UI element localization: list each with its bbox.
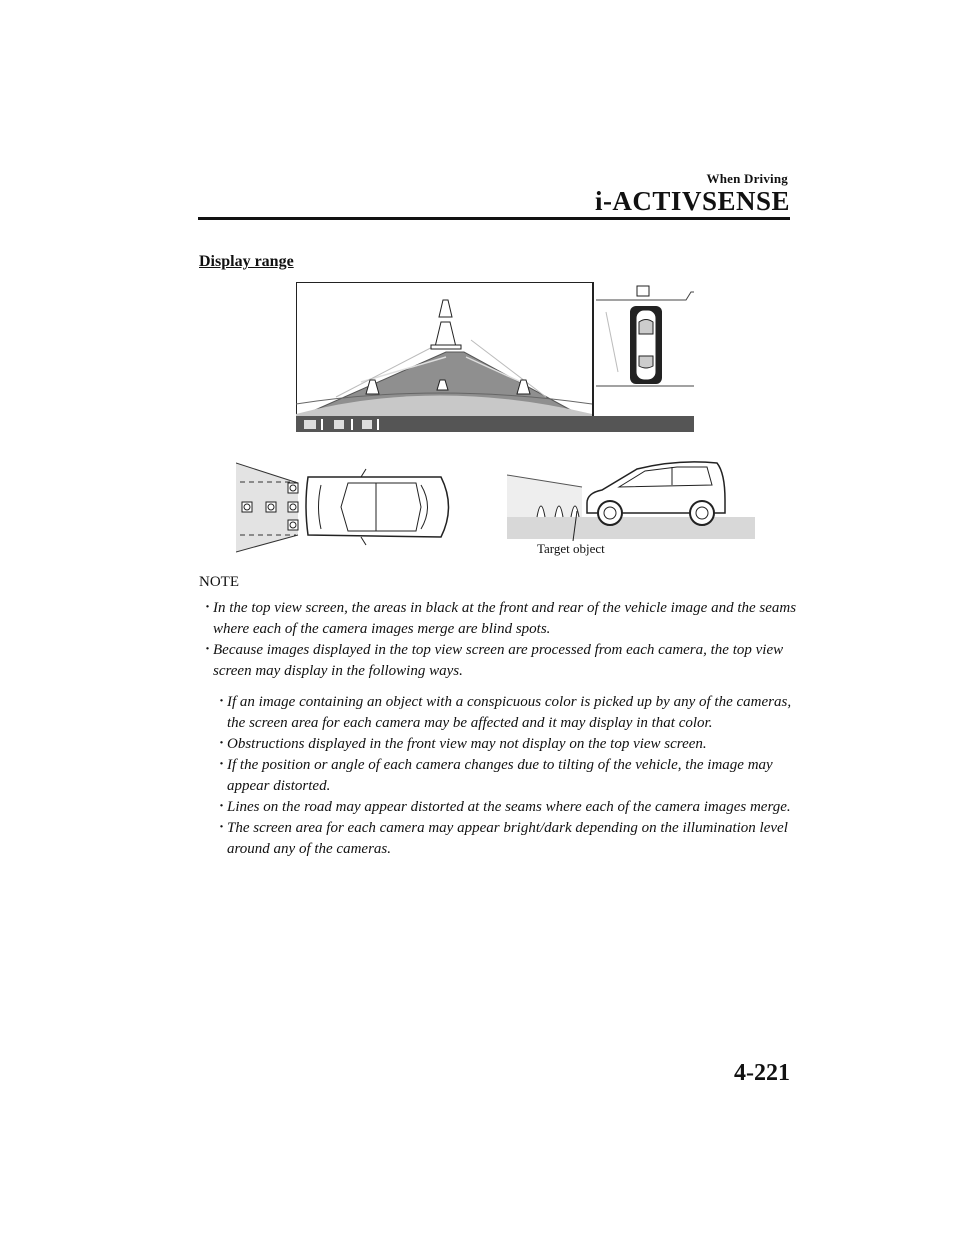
section-heading: Display range	[199, 253, 294, 270]
note-subitem: · The screen area for each camera may appear bright/dark depending on the illumination level around any of the cameras.	[199, 818, 804, 860]
section-label: When Driving	[706, 171, 788, 186]
note-label: NOTE	[199, 574, 239, 590]
chapter-title: i-ACTIVSENSE	[594, 186, 790, 216]
note-list	[199, 598, 804, 860]
note-subitem: · If the position or angle of each camera changes due to tilting of the vehicle, the image may appear distorted.	[199, 755, 804, 797]
monitor-display-illustration	[296, 282, 694, 432]
figure-caption: Target object	[537, 541, 605, 556]
note-subitem: · Lines on the road may appear distorted at the seams where each of the camera images merge.	[199, 797, 804, 818]
header-rule	[198, 217, 790, 220]
side-view-range-illustration	[507, 455, 755, 541]
page-number: 4-221	[734, 1060, 790, 1086]
note-subitem: · If an image containing an object with a conspicuous color is picked up by any of the cameras, the screen area for each camera may be affected and it may display in that color.	[199, 692, 804, 734]
note-item: · In the top view screen, the areas in black at the front and rear of the vehicle image and the seams where each of the camera images merge are blind spots.	[199, 598, 804, 640]
note-subitem: · Obstructions displayed in the front view may not display on the top view screen.	[199, 734, 804, 755]
note-item: · Because images displayed in the top view screen are processed from each camera, the top view screen may display in the following ways.	[199, 640, 804, 682]
top-view-range-illustration	[236, 455, 461, 555]
